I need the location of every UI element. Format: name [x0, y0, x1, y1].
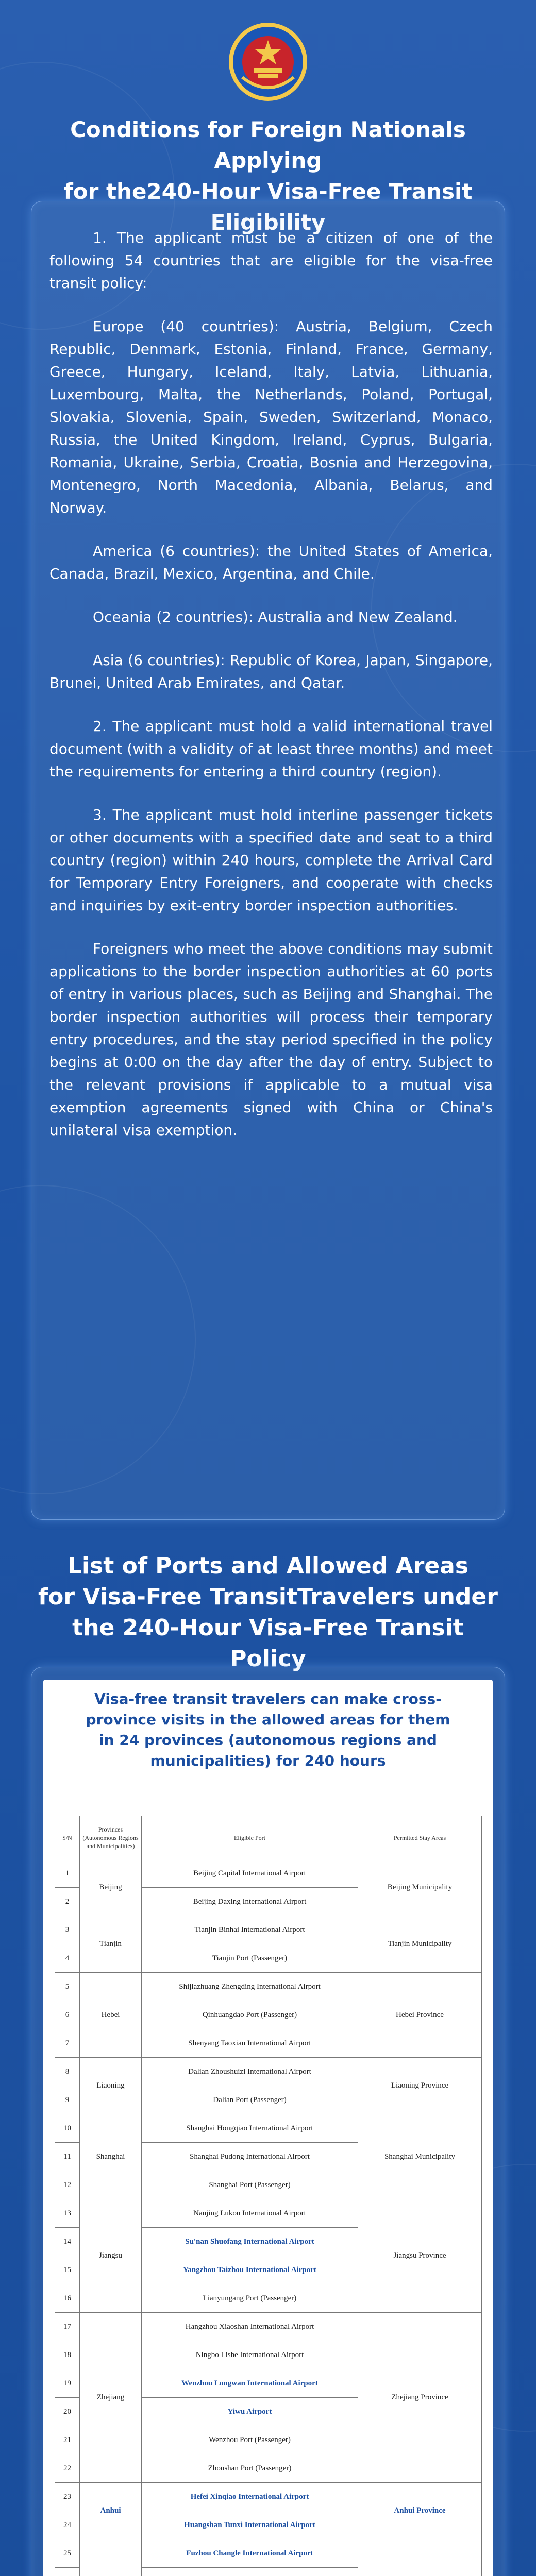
cell-province: Tianjin [80, 1916, 142, 1973]
table-row [55, 2058, 482, 2086]
cell-sn: 9 [55, 2086, 80, 2114]
cell-province: Zhejiang [80, 2313, 142, 2483]
cell-sn: 10 [55, 2114, 80, 2143]
cell-permitted-area [358, 2539, 482, 2576]
cell-permitted-area: Shanghai Municipality [358, 2114, 482, 2199]
ports-title-line3: the 240-Hour Visa-Free Transit Policy [72, 1615, 464, 1672]
conditions-text [49, 227, 493, 1162]
conditions-title-line2: for the240-Hour Visa-Free Transit Eligibility [63, 179, 473, 235]
cell-sn: 16 [55, 2284, 80, 2313]
column-header-sn: S/N [55, 1816, 80, 1859]
cell-sn: 1 [55, 1859, 80, 1888]
conditions-title-line1: Conditions for Foreign Nationals Applying [70, 117, 466, 173]
cell-port: Huangshan Tunxi International Airport [142, 2511, 358, 2539]
table-row [55, 2539, 482, 2568]
cell-sn: 25 [55, 2539, 80, 2568]
table-row [55, 2199, 482, 2228]
cell-port: Lianyungang Port (Passenger) [142, 2284, 358, 2313]
cell-port: Zhoushan Port (Passenger) [142, 2454, 358, 2483]
cell-port: Yiwu Airport [142, 2398, 358, 2426]
condition-2: 2. The applicant must hold a valid international travel document (with a validity of at least three months) and meet the requirements for entering a third country (region). [49, 718, 493, 780]
cell-port: Tianjin Port (Passenger) [142, 1944, 358, 1973]
cell-port: Wenzhou Longwan International Airport [142, 2369, 358, 2398]
cell-port: Qinhuangdao Port (Passenger) [142, 2001, 358, 2029]
ports-card [43, 1680, 493, 2576]
cell-port: Tianjin Binhai International Airport [142, 1916, 358, 1944]
cell-port: Beijing Capital International Airport [142, 1859, 358, 1888]
cell-port: Shijiazhuang Zhengding International Airport [142, 1973, 358, 2001]
cell-province: Jiangsu [80, 2199, 142, 2313]
condition-asia: Asia (6 countries): Republic of Korea, Japan, Singapore, Brunei, United Arab Emirates, and Qatar. [49, 652, 493, 691]
cell-port [142, 2568, 358, 2576]
cell-port: Su'nan Shuofang International Airport [142, 2228, 358, 2256]
ports-table-body [55, 1859, 482, 2576]
cell-port: Shanghai Hongqiao International Airport [142, 2114, 358, 2143]
cell-port: Shanghai Port (Passenger) [142, 2171, 358, 2199]
cell-port: Fuzhou Changle International Airport [142, 2539, 358, 2568]
cell-port: Wenzhou Port (Passenger) [142, 2426, 358, 2454]
cell-sn: 21 [55, 2426, 80, 2454]
cell-province: Hebei [80, 1973, 142, 2058]
ports-table [55, 1816, 482, 2576]
cell-port: Nanjing Lukou International Airport [142, 2199, 358, 2228]
cell-permitted-area: Beijing Municipality [358, 1859, 482, 1916]
condition-oceania: Oceania (2 countries): Australia and New Zealand. [93, 608, 458, 625]
cell-permitted-area: Jiangsu Province [358, 2199, 482, 2313]
cell-port: Dalian Port (Passenger) [142, 2086, 358, 2114]
ports-title-line2: for Visa-Free TransitTravelers under [38, 1584, 498, 1610]
cell-sn: 13 [55, 2199, 80, 2228]
column-header-port: Eligible Port [142, 1816, 358, 1859]
table-header-row [55, 1816, 482, 1859]
cell-port: Dalian Zhoushuizi International Airport [142, 2058, 358, 2086]
cell-sn: 23 [55, 2483, 80, 2511]
cell-sn: 15 [55, 2256, 80, 2284]
ports-title-line1: List of Ports and Allowed Areas [67, 1553, 469, 1579]
column-header-province: Provinces (Autonomous Regions and Municipalities) [80, 1816, 142, 1859]
condition-3: 3. The applicant must hold interline passenger tickets or other documents with a specified date and seat to a third country (region) within 240 hours, complete the Arrival Card for Temporary Entry Foreigners, and cooperate with checks and inquiries by exit-entry border inspection authorities. [49, 806, 493, 914]
cell-sn: 17 [55, 2313, 80, 2341]
cell-province: Anhui [80, 2483, 142, 2539]
cell-sn: 2 [55, 1888, 80, 1916]
cell-port: Hangzhou Xiaoshan International Airport [142, 2313, 358, 2341]
table-row [55, 1859, 482, 1888]
ports-card-title: Visa-free transit travelers can make cross-province visits in the allowed areas for them in 24 provinces (autonomous regions and municipalities) for 240 hours [86, 1690, 450, 1769]
cell-sn: 24 [55, 2511, 80, 2539]
cell-port: Ningbo Lishe International Airport [142, 2341, 358, 2369]
cell-port: Hefei Xinqiao International Airport [142, 2483, 358, 2511]
condition-4: Foreigners who meet the above conditions may submit applications to the border inspection authorities at 60 ports of entry in various places, such as Beijing and Shanghai. The border inspection authorities will process their temporary entry procedures, and the stay period specified in the policy begins at 0:00 on the day after the day of entry. Subject to the relevant provisions if applicable to a mutual visa exemption agreements signed with China or China's unilateral visa exemption. [49, 940, 493, 1139]
cell-sn: 6 [55, 2001, 80, 2029]
cell-sn: 19 [55, 2369, 80, 2398]
table-row [55, 2114, 482, 2143]
cell-sn: 20 [55, 2398, 80, 2426]
cell-permitted-area: Anhui Province [358, 2483, 482, 2539]
cell-sn: 22 [55, 2454, 80, 2483]
cell-sn: 7 [55, 2029, 80, 2058]
column-header-area: Permitted Stay Areas [358, 1816, 482, 1859]
cell-sn: 18 [55, 2341, 80, 2369]
table-row [55, 2483, 482, 2511]
table-row [55, 2313, 482, 2341]
agency-emblem-logo [227, 21, 309, 103]
cell-sn: 8 [55, 2058, 80, 2086]
cell-port: Shanghai Pudong International Airport [142, 2143, 358, 2171]
cell-province: Liaoning [80, 2058, 142, 2114]
cell-sn: 14 [55, 2228, 80, 2256]
table-row [55, 1916, 482, 1944]
cell-permitted-area: Hebei Province [358, 1973, 482, 2058]
cell-sn: 3 [55, 1916, 80, 1944]
ports-section-title [31, 1551, 505, 1674]
cell-province [80, 2539, 142, 2576]
cell-province: Beijing [80, 1859, 142, 1916]
cell-sn: 12 [55, 2171, 80, 2199]
condition-europe: Europe (40 countries): Austria, Belgium, Czech Republic, Denmark, Estonia, Finland, France, Germany, Greece, Hungary, Iceland, Italy, Latvia, Lithuania, Luxembourg, Malta, the Netherlands, Poland, Portugal, Slovakia, Slovenia, Spain, Sweden, Switzerland, Monaco, Russia, the United Kingdom, Ireland, Cyprus, Bulgaria, Romania, Ukraine, Serbia, Croatia, Bosnia and Herzegovina, Montenegro, North Macedonia, Albania, Belarus, and Norway. [49, 318, 493, 516]
cell-permitted-area: Liaoning Province [358, 2058, 482, 2114]
cell-sn: 4 [55, 1944, 80, 1973]
cell-province: Shanghai [80, 2114, 142, 2199]
cell-port: Yangzhou Taizhou International Airport [142, 2256, 358, 2284]
cell-port: Beijing Daxing International Airport [142, 1888, 358, 1916]
cell-port: Shenyang Taoxian International Airport [142, 2029, 358, 2058]
condition-1: 1. The applicant must be a citizen of one of the following 54 countries that are eligible for the visa-free transit policy: [49, 229, 493, 292]
cell-permitted-area: Zhejiang Province [358, 2313, 482, 2483]
cell-sn [55, 2568, 80, 2576]
cell-sn: 11 [55, 2143, 80, 2171]
cell-permitted-area: Tianjin Municipality [358, 1916, 482, 1973]
condition-america: America (6 countries): the United States of America, Canada, Brazil, Mexico, Argentina, and Chile. [49, 543, 493, 582]
table-row [55, 1973, 482, 2001]
cell-sn: 5 [55, 1973, 80, 2001]
